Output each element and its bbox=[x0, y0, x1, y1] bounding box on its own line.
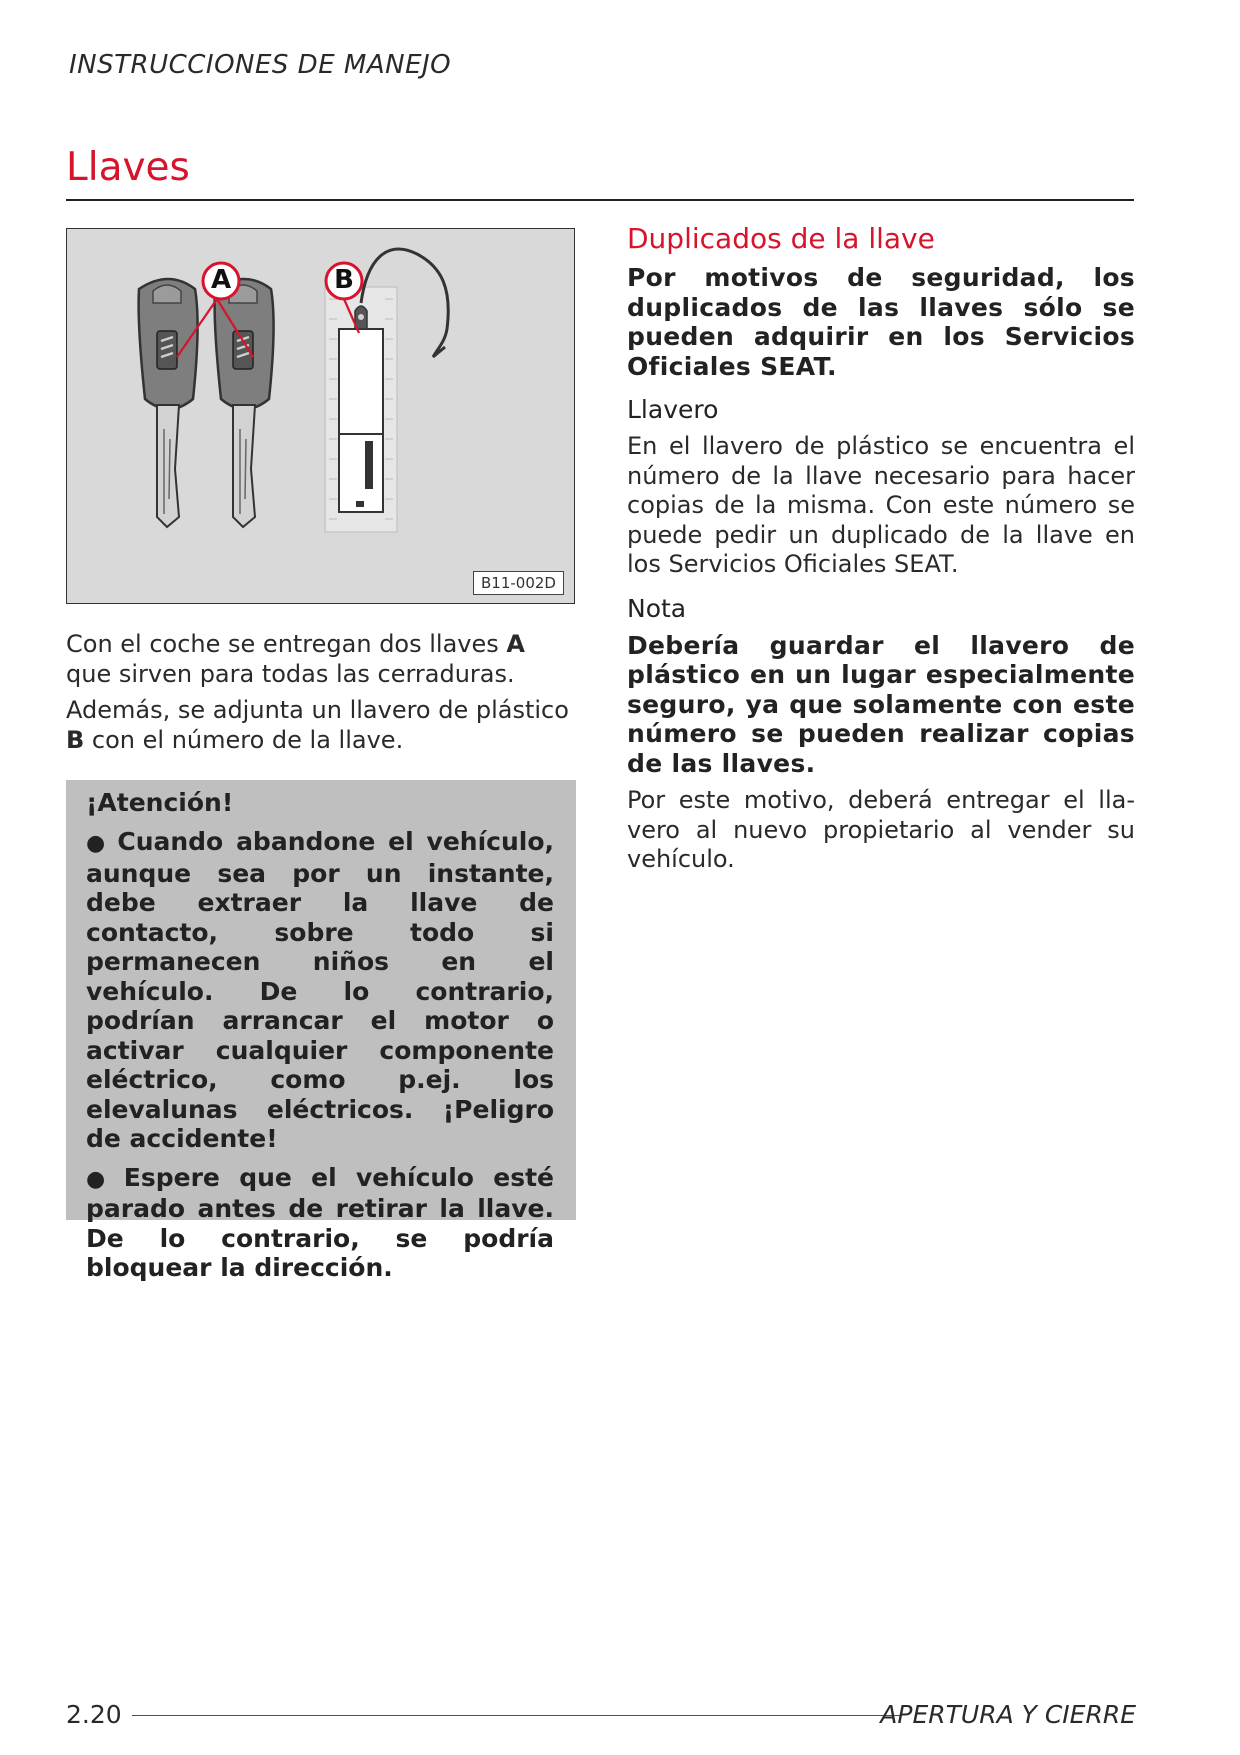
page-number: 2.20 bbox=[66, 1700, 122, 1729]
ref-b: B bbox=[66, 725, 85, 754]
running-header: INSTRUCCIONES DE MANEJO bbox=[69, 50, 452, 80]
key-tag-paragraph: Además, se adjunta un llavero de plástico B con el número de la llave. bbox=[66, 696, 569, 754]
title-rule bbox=[66, 199, 1134, 201]
nota-bold-text: Debería guardar el llavero de plástico en un lugar especialmente seguro, ya que solamente con este número se pueden realizar copias de las llaves. bbox=[627, 630, 1135, 778]
llavero-text: En el llavero de plástico se encuentra el número de la llave necesario para hacer copias de la misma. Con este número se puede pedir un duplicado de la llave en los Servicios Oficiales SEAT. bbox=[627, 432, 1135, 578]
right-column bbox=[627, 222, 1135, 889]
warning-item: ● Cuando abandone el vehículo, aunque sea por un instante, debe extraer la llave de contacto, sobre todo si permanecen niños en el vehículo. De lo contrario, podrían arrancar el motor o activar cualquier componente eléctrico, como p.ej. los elevalunas eléctricos. ¡Peligro de accidente! bbox=[86, 827, 554, 1153]
key-2 bbox=[215, 279, 274, 527]
warning-title: ¡Atención! bbox=[86, 788, 234, 817]
duplicates-heading: Duplicados de la llave bbox=[627, 222, 935, 255]
key-1 bbox=[139, 279, 198, 527]
keys-delivered-paragraph: Con el coche se entregan dos llaves A que sirven para todas las cerraduras. bbox=[66, 630, 525, 688]
callout-a-label: A bbox=[210, 265, 232, 295]
duplicates-intro: Por motivos de seguridad, los duplicados de las llaves sólo se pueden adquirir en los Servicios Oficiales SEAT. bbox=[627, 263, 1135, 381]
page-title: Llaves bbox=[66, 145, 190, 190]
nota-text: Por este motivo, deberá entregar el llavero al nuevo propietario al vender su vehículo. bbox=[627, 786, 1135, 873]
footer-section-title: APERTURA Y CIERRE bbox=[880, 1700, 1136, 1729]
footer-rule bbox=[132, 1715, 902, 1716]
keys-figure bbox=[66, 228, 575, 604]
bullet-icon: ● bbox=[86, 831, 110, 856]
llavero-heading: Llavero bbox=[627, 395, 719, 424]
keys-illustration bbox=[67, 229, 575, 604]
warning-box bbox=[66, 780, 576, 1282]
warning-item: ● Espere que el vehículo esté parado antes de retirar la llave. De lo contrario, se podría bloquear la dirección. bbox=[86, 1162, 554, 1282]
ref-a: A bbox=[506, 630, 525, 658]
left-column bbox=[66, 630, 576, 762]
bullet-icon: ● bbox=[86, 1166, 116, 1192]
callout-b-label: B bbox=[334, 265, 354, 295]
figure-code: B11-002D bbox=[473, 571, 564, 595]
nota-heading: Nota bbox=[627, 593, 687, 623]
